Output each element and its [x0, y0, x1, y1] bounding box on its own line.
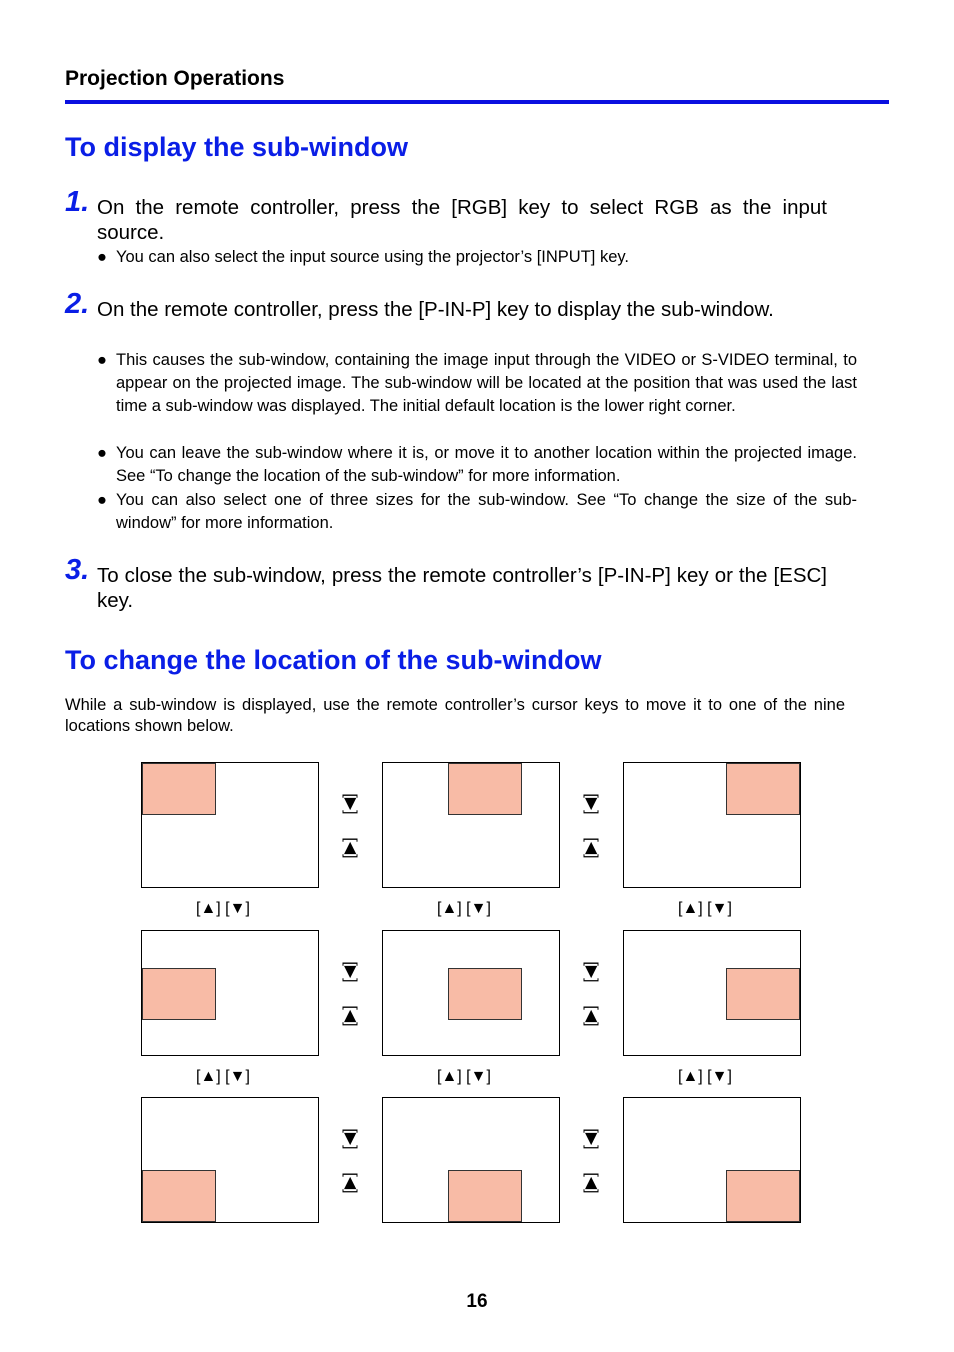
step-2-bullet-1 [97, 349, 857, 418]
step-2-bullet-2 [97, 442, 857, 488]
section-title-display: To display the sub-window [65, 132, 408, 162]
step-2-bullet-3 [97, 489, 857, 535]
screen-panel-middle-right [623, 930, 801, 1056]
bullet-icon: ● [97, 491, 107, 509]
page-number: 16 [466, 1291, 488, 1312]
step-2-text: On the remote controller, press the [P-IN-P] key to display the sub-window. [97, 298, 774, 321]
left-arrow-icon: [◀] [583, 1005, 600, 1027]
bullet-icon: ● [97, 248, 107, 266]
sub-window-bottom-left [142, 1170, 216, 1222]
right-arrow-icon: [▶] [342, 1128, 359, 1150]
bullet-text: You can also select one of three sizes for the sub-window. See “To change the size of the sub-window” for more information. [116, 491, 857, 532]
bullet-icon: ● [97, 351, 107, 369]
right-arrow-icon: [▶] [342, 961, 359, 983]
left-arrow-icon: [◀] [342, 1005, 359, 1027]
left-key-label [335, 1172, 365, 1194]
right-arrow-icon: [▶] [583, 1128, 600, 1150]
screen-panel-top-left [141, 762, 319, 888]
right-key-label [576, 1128, 606, 1150]
up-down-key-label: [▲] [▼] [678, 1068, 732, 1085]
bullet-text: This causes the sub-window, containing the image input through the VIDEO or S-VIDEO terminal, to appear on the projected image. The sub-window will be located at the position that was used the last time a sub-window was displayed. The initial default location is the lower right corner. [116, 351, 857, 415]
screen-panel-middle-left [141, 930, 319, 1056]
sub-window-bottom-center [448, 1170, 522, 1222]
right-arrow-icon: [▶] [342, 793, 359, 815]
bullet-text: You can leave the sub-window where it is, or move it to another location within the projected image. See “To change the location of the sub-window” for more information. [116, 444, 857, 485]
left-key-label [576, 1005, 606, 1027]
right-key-label [335, 1128, 365, 1150]
right-key-label [335, 793, 365, 815]
sub-window-middle-left [142, 968, 216, 1020]
step-1-bullet [97, 246, 857, 269]
left-key-label [576, 837, 606, 859]
sub-window-top-center [448, 763, 522, 815]
sub-window-middle-right [726, 968, 800, 1020]
right-arrow-icon: [▶] [583, 961, 600, 983]
up-down-key-label: [▲] [▼] [678, 900, 732, 917]
screen-panel-center [382, 930, 560, 1056]
bullet-icon: ● [97, 444, 107, 462]
screen-panel-bottom-left [141, 1097, 319, 1223]
sub-window-top-right [726, 763, 800, 815]
up-down-key-label: [▲] [▼] [437, 1068, 491, 1085]
step-3-text: To close the sub-window, press the remote controller’s [P-IN-P] key or the [ESC] key. [97, 564, 827, 612]
left-arrow-icon: [◀] [342, 1172, 359, 1194]
sub-window-center [448, 968, 522, 1020]
right-key-label [335, 961, 365, 983]
up-down-key-label: [▲] [▼] [196, 1068, 250, 1085]
header-rule [65, 100, 889, 104]
left-arrow-icon: [◀] [583, 837, 600, 859]
left-arrow-icon: [◀] [342, 837, 359, 859]
section-title-location: To change the location of the sub-window [65, 645, 602, 675]
step-1-number: 1. [65, 186, 90, 218]
screen-panel-top-right [623, 762, 801, 888]
sub-window-bottom-right [726, 1170, 800, 1222]
screen-panel-bottom-center [382, 1097, 560, 1223]
sub-window-top-left [142, 763, 216, 815]
bullet-text: You can also select the input source using the projector’s [INPUT] key. [116, 248, 629, 266]
right-arrow-icon: [▶] [583, 793, 600, 815]
right-key-label [576, 961, 606, 983]
left-key-label [335, 837, 365, 859]
up-down-key-label: [▲] [▼] [196, 900, 250, 917]
screen-panel-top-center [382, 762, 560, 888]
left-arrow-icon: [◀] [583, 1172, 600, 1194]
left-key-label [335, 1005, 365, 1027]
step-3-number: 3. [65, 554, 90, 586]
screen-panel-bottom-right [623, 1097, 801, 1223]
right-key-label [576, 793, 606, 815]
up-down-key-label: [▲] [▼] [437, 900, 491, 917]
step-1-text: On the remote controller, press the [RGB] key to select RGB as the input source. [97, 196, 827, 244]
step-2-number: 2. [65, 288, 90, 320]
left-key-label [576, 1172, 606, 1194]
section-intro-text: While a sub-window is displayed, use the remote controller’s cursor keys to move it to one of the nine locations shown below. [65, 696, 845, 735]
page-header-title: Projection Operations [65, 67, 285, 90]
